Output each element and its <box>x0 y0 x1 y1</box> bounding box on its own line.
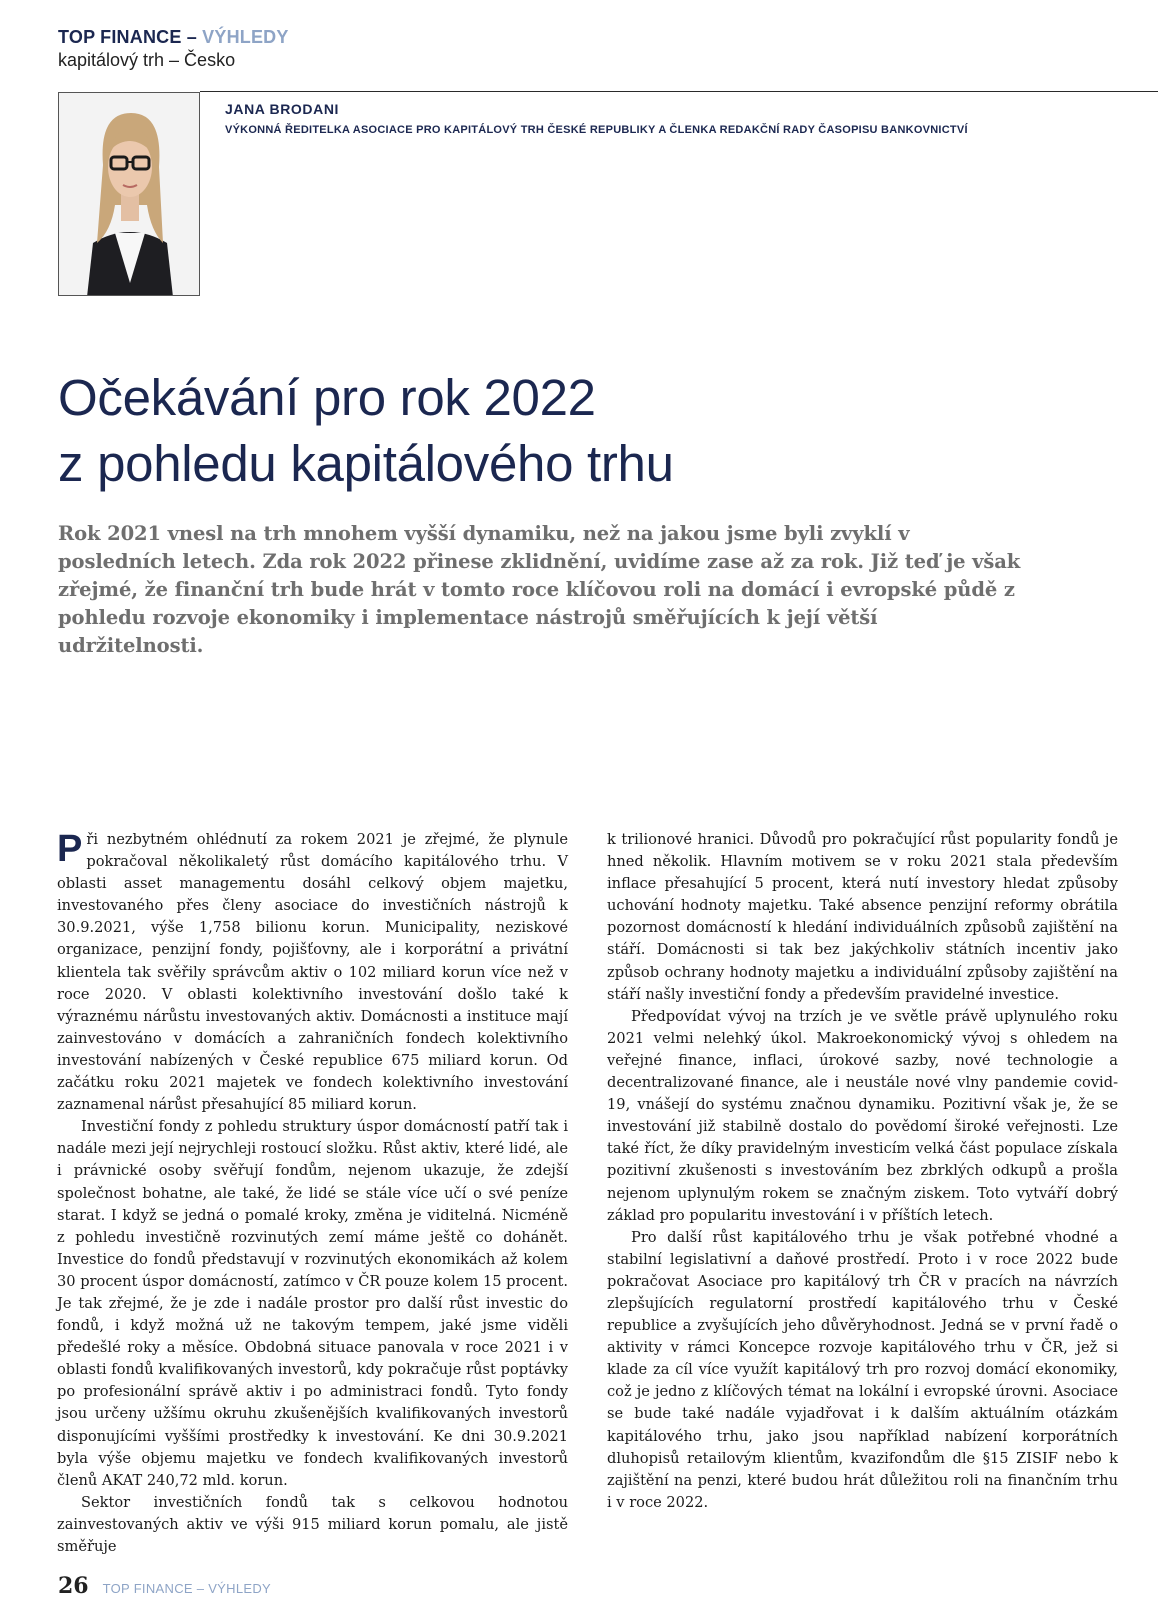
author-name: JANA BRODANI <box>225 101 340 117</box>
author-portrait-image <box>59 93 200 296</box>
article-column-right <box>607 829 1118 1514</box>
header-divider <box>200 91 1158 92</box>
article-title <box>58 365 674 497</box>
section-label: kapitálový trh – Česko <box>58 50 236 70</box>
drop-cap: P <box>57 828 83 870</box>
article-column-left <box>57 829 568 1558</box>
page-footer <box>58 1573 271 1599</box>
magazine-brand <box>58 26 289 48</box>
article-title-line-1: Očekávání pro rok 2022 <box>58 369 596 426</box>
body-paragraph <box>57 829 568 1116</box>
author-block <box>225 100 1144 139</box>
running-header <box>58 26 289 72</box>
body-paragraph: Investiční fondy z pohledu struktury úspor domácností patří tak i nadále mezi její nejrychleji rostoucí složku. Růst aktiv, které lidé, ale i právnické osoby svěřují fondům, nejenom ukazuje, že zdejší společnost bohatne, ale také, že lidé se stále více učí o své peníze starat. I když se jedná o pomalé kroky, změna je viditelná. Nicméně z pohledu investičně rozvinutých zemí máme ještě co dohánět. Investice do fondů představují v rozvinutých ekonomikách až kolem 30 procent úspor domácností, zatímco v ČR pouze kolem 15 procent. Je tak zřejmé, že je zde i nadále prostor pro další růst investic do fondů, i když možná už ne takovým tempem, jaké jsme viděli předešlé roky a měsíce. Obdobná situace panovala v roce 2021 i v oblasti fondů kvalifikovaných investorů, kdy pokračuje růst poptávky po profesionální správě aktiv i po administraci fondů. Tyto fondy jsou určeny užšímu okruhu zkušenějších kvalifikovaných investorů disponujícími vyššími prostředky k investování. Ke dni 30.9.2021 byla výše objemu majetku ve fondech kvalifikovaných investorů členů AKAT 240,72 mld. korun. <box>57 1118 568 1489</box>
article-lead: Rok 2021 vnesl na trh mnohem vyšší dynamiku, než na jakou jsme byli zvyklí v posledních letech. Zda rok 2022 přinese zklidnění, uvidíme zase až za rok. Již teď je však zřejmé, že finanční trh bude hrát v tomto roce klíčovou roli na domácí i evropské půdě z pohledu rozvoje ekonomiky i implementace nástrojů směřujících k její větší udržitelnosti. <box>58 522 1021 657</box>
paragraph-text: ři nezbytném ohlédnutí za rokem 2021 je zřejmé, že plynule pokračoval několikaletý růst domácího kapitálového trhu. V oblasti asset managementu dosáhl celkový objem majetku, investovaného přes členy asociace do investičních nástrojů k 30.9.2021, výše 1,758 bilionu korun. Municipality, neziskové organizace, penzijní fondy, pojišťovny, ale i korporátní a privátní klientela tak svěřily správcům aktiv o 102 miliard korun více než v roce 2020. V oblasti kolektivního investování došlo také k výraznému nárůstu investovaných aktiv. Domácnosti a instituce mají zainvestováno v domácích a zahraničních fondech kolektivního investování nabízených v České republice 675 miliard korun. Od začátku roku 2021 majetek ve fondech kolektivního investování zaznamenal nárůst přesahující 85 miliard korun. <box>57 831 568 1114</box>
body-paragraph: k trilionové hranici. Důvodů pro pokračující růst popularity fondů je hned několik. Hlavním motivem se v roku 2021 stala především inflace přesahující 5 procent, která nutí investory hledat způsoby uchování hodnoty majetku. Také absence penzijní reformy obrátila pozornost domácností k hledání individuálních způsobů zajištění na stáří. Domácnosti si tak bez jakýchkoliv státních incentiv jako způsob ochrany hodnoty majetku a individuální způsoby zajištění na stáří našly investiční fondy a především pravidelné investice. <box>607 831 1118 1003</box>
body-paragraph: Předpovídat vývoj na trzích je ve světle právě uplynulého roku 2021 velmi nelehký úkol. Makroekonomický vývoj s ohledem na veřejné finance, inflaci, úrokové sazby, nové technologie a decentralizované finance, ale i neustále nové vlny pandemie covid-19, vnášejí do systému značnou dynamiku. Pozitivní však je, že se investování již stabilně dostalo do povědomí široké veřejnosti. Lze také říct, že díky pravidelným investicím velká část populace získala pozitivní zkušenosti s investováním bez zbrklých odkupů a prošla nejenom uplynulým rokem se značným ziskem. Toto vytváří dobrý základ pro popularitu investování i v příštích letech. <box>607 1007 1118 1224</box>
author-photo <box>58 92 200 296</box>
brand-accent: VÝHLEDY <box>202 27 289 47</box>
footer-brand: TOP FINANCE – VÝHLEDY <box>102 1581 271 1596</box>
page-number: 26 <box>58 1573 89 1599</box>
author-role: VÝKONNÁ ŘEDITELKA ASOCIACE PRO KAPITÁLOVÝ TRH ČESKÉ REPUBLIKY A ČLENKA REDAKČNÍ RADY ČASOPISU BANKOVNICTVÍ <box>225 124 968 136</box>
body-paragraph: Pro další růst kapitálového trhu je však potřebné vhodné a stabilní legislativní a daňové prostředí. Proto i v roce 2022 bude pokračovat Asociace pro kapitálový trh ČR v pracích na návrzích zlepšujících regulatorní prostředí kapitálového trhu v České republice a zvyšujících jeho důvěryhodnost. Jedná se v první řadě o aktivity v rámci Koncepce rozvoje kapitálového trhu v ČR, jež si klade za cíl více využít kapitálový trh pro rozvoj domácí ekonomiky, což je jedno z klíčových témat na lokální i evropské úrovni. Asociace se bude také nadále vyjadřovat i k dalším aktuálním otázkám kapitálového trhu, jako jsou například nabízení korporátních dluhopisů retailovým klientům, kvazifondům dle §15 ZISIF nebo k zajištění na penzi, které budou hrát důležitou roli na finančním trhu i v roce 2022. <box>607 1228 1118 1511</box>
brand-main: TOP FINANCE – <box>58 27 203 47</box>
article-title-line-2: z pohledu kapitálového trhu <box>58 435 674 492</box>
body-paragraph: Sektor investičních fondů tak s celkovou hodnotou zainvestovaných aktiv ve výši 915 miliard korun pomalu, ale jistě směřuje <box>57 1493 568 1555</box>
